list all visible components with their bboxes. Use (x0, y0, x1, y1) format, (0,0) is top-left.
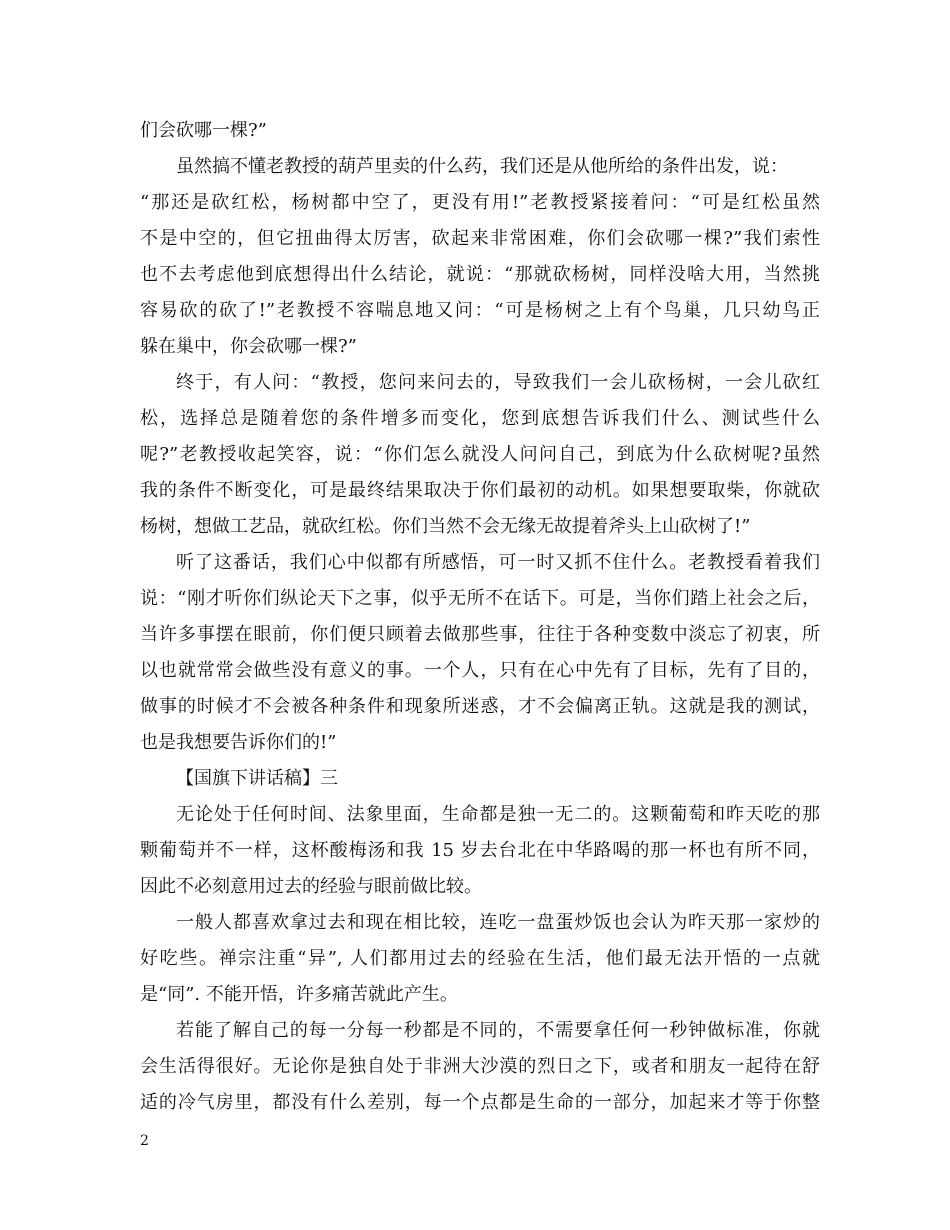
text-line: 容易砍的砍了!”老教授不容喘息地又问：“可是杨树之上有个鸟巢，几只幼鸟正 (140, 300, 820, 321)
text-line: 虽然搞不懂老教授的葫芦里卖的什么药，我们还是从他所给的条件出发，说： (176, 156, 788, 177)
text-line: 呢?”老教授收起笑容，说：“你们怎么就没人问问自己，到底为什么砍树呢?虽然 (140, 444, 820, 465)
text-line: 若能了解自己的每一分每一秒都是不同的，不需要拿任何一秒钟做标准，你就 (176, 1020, 820, 1041)
text-line: 终于，有人问：“教授，您问来问去的，导致我们一会儿砍杨树，一会儿砍红 (176, 372, 820, 393)
text-line: 我的条件不断变化，可是最终结果取决于你们最初的动机。如果想要取柴，你就砍 (140, 480, 820, 501)
text-line: 做事的时候才不会被各种条件和现象所迷惑，才不会偏离正轨。这就是我的测试， (140, 696, 820, 717)
text-line: 因此不必刻意用过去的经验与眼前做比较。 (140, 876, 482, 897)
text-line: 松，选择总是随着您的条件增多而变化，您到底想告诉我们什么、测试些什么 (140, 408, 820, 429)
text-line: “那还是砍红松，杨树都中空了，更没有用!”老教授紧接着问：“可是红松虽然 (140, 192, 820, 213)
text-line: 适的冷气房里，都没有什么差别，每一个点都是生命的一部分，加起来才等于你整 (140, 1092, 820, 1113)
text-line: 无论处于任何时间、法象里面，生命都是独一无二的。这颗葡萄和昨天吃的那 (176, 804, 820, 825)
section-heading: 【国旗下讲话稿】三 (176, 768, 338, 789)
text-line: 好吃些。禅宗注重“异”, 人们都用过去的经验在生活，他们最无法开悟的一点就 (140, 948, 820, 969)
text-line: 杨树，想做工艺品，就砍红松。你们当然不会无缘无故提着斧头上山砍树了!” (140, 516, 751, 537)
text-line: 听了这番话，我们心中似都有所感悟，可一时又抓不住什么。老教授看着我们 (176, 552, 820, 573)
text-line: 颗葡萄并不一样，这杯酸梅汤和我 15 岁去台北在中华路喝的那一杯也有所不同， (140, 840, 820, 861)
text-line: 也不去考虑他到底想得出什么结论，就说：“那就砍杨树，同样没啥大用，当然挑 (140, 264, 820, 285)
text-line: 也是我想要告诉你们的!” (140, 732, 337, 753)
text-line: 是“同”. 不能开悟，许多痛苦就此产生。 (140, 984, 458, 1005)
text-line: 会生活得很好。无论你是独自处于非洲大沙漠的烈日之下，或者和朋友一起待在舒 (140, 1056, 820, 1077)
text-line: 躲在巢中，你会砍哪一棵?” (140, 336, 357, 357)
text-line: 不是中空的，但它扭曲得太厉害，砍起来非常困难，你们会砍哪一棵?”我们索性 (140, 228, 820, 249)
text-line: 当许多事摆在眼前，你们便只顾着去做那些事，往往于各种变数中淡忘了初衷，所 (140, 624, 820, 645)
page-number: 2 (140, 1133, 149, 1149)
text-line: 以也就常常会做些没有意义的事。一个人，只有在心中先有了目标，先有了目的， (140, 660, 820, 681)
text-line: 说：“刚才听你们纵论天下之事，似乎无所不在话下。可是，当你们踏上社会之后， (140, 588, 820, 609)
text-line: 们会砍哪一棵?” (140, 120, 267, 141)
text-line: 一般人都喜欢拿过去和现在相比较，连吃一盘蛋炒饭也会认为昨天那一家炒的 (176, 912, 820, 933)
